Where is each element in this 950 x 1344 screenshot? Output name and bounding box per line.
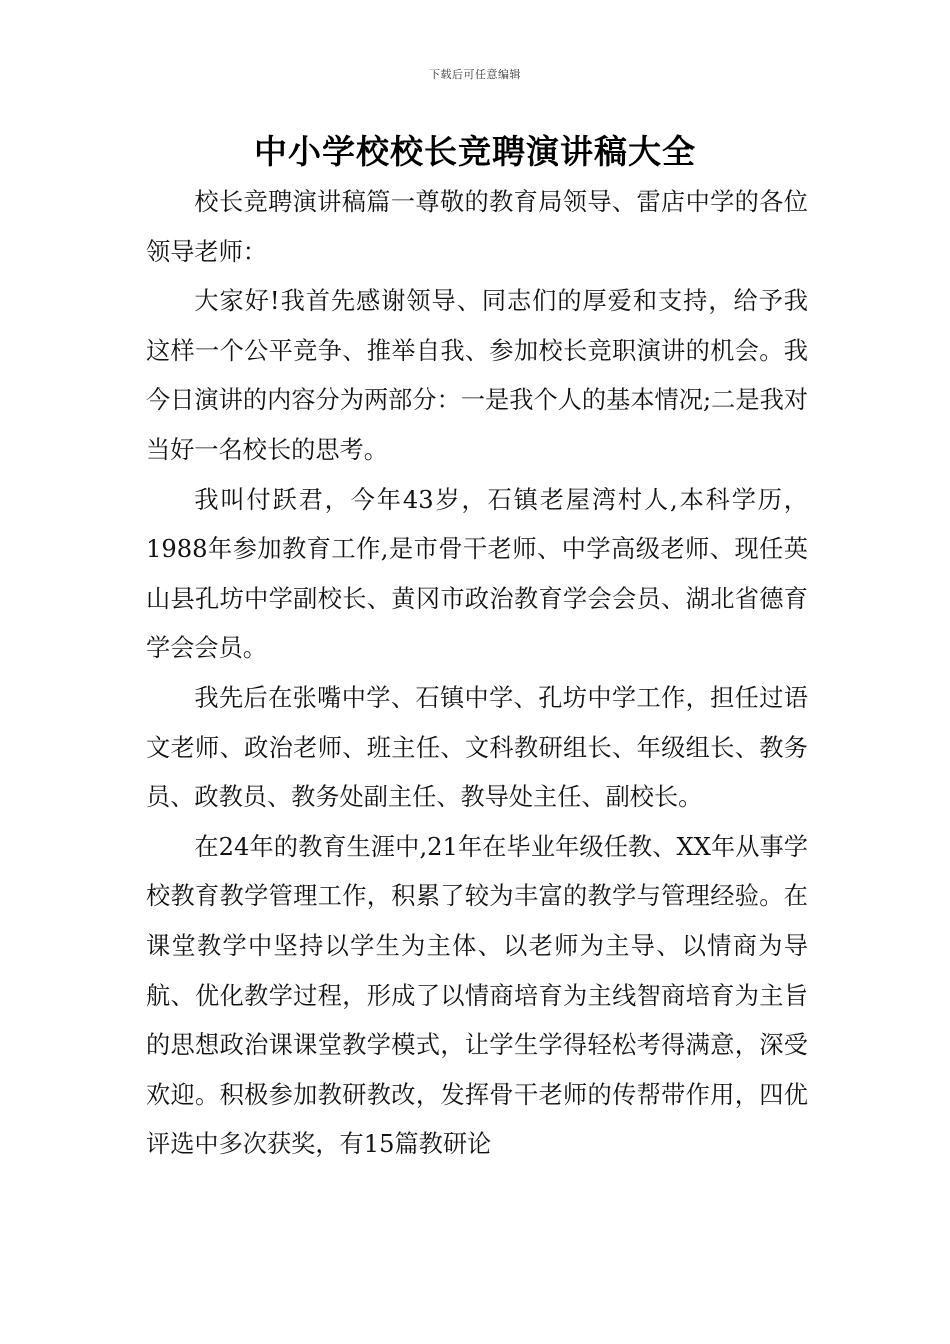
document-title: 中小学校校长竞聘演讲稿大全 bbox=[254, 132, 696, 171]
paragraph: 校长竞聘演讲稿篇一尊敬的教育局领导、雷店中学的各位领导老师： bbox=[146, 188, 808, 266]
header-note: 下载后可任意编辑 bbox=[429, 68, 521, 81]
paragraph: 我叫付跃君，今年43岁，石镇老屋湾村人,本科学历，1988年参加教育工作,是市骨干老师、中学高级老师、现任英山县孔坊中学副校长、黄冈市政治教育学会会员、湖北省德育学会会员。 bbox=[146, 485, 808, 663]
paragraph: 在24年的教育生涯中,21年在毕业年级任教、XX年从事学校教育教学管理工作，积累了较为丰富的教学与管理经验。在课堂教学中坚持以学生为主体、以老师为主导、以情商为导航、优化教学过程，形成了以情商培育为主线智商培育为主旨的思想政治课课堂教学模式，让学生学得轻松考得满意，深受欢迎。积极参加教研教改，发挥骨干老师的传帮带作用，四优评选中多次获奖，有15篇教研论 bbox=[146, 832, 808, 1159]
document-body bbox=[146, 178, 808, 1170]
paragraph: 我先后在张嘴中学、石镇中学、孔坊中学工作，担任过语文老师、政治老师、班主任、文科教研组长、年级组长、教务员、政教员、教务处副主任、教导处主任、副校长。 bbox=[146, 683, 808, 812]
paragraph: 大家好!我首先感谢领导、同志们的厚爱和支持，给予我这样一个公平竞争、推举自我、参加校长竞职演讲的机会。我今日演讲的内容分为两部分：一是我个人的基本情况;二是我对当好一名校长的思考。 bbox=[146, 287, 808, 464]
